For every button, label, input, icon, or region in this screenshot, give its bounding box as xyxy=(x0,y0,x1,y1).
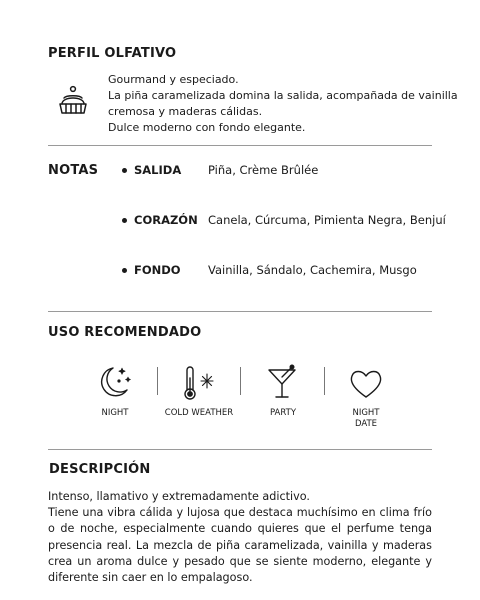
vertical-divider xyxy=(240,367,241,395)
bullet-icon xyxy=(122,218,127,223)
bullet-icon xyxy=(122,268,127,273)
section-title-notas: NOTAS xyxy=(48,163,99,178)
note-row-fondo xyxy=(122,263,417,277)
profile-description xyxy=(108,72,458,136)
profile-line: Gourmand y especiado. xyxy=(108,73,239,86)
profile-line: La piña caramelizada domina la salida, acompañada de vainilla xyxy=(108,89,458,102)
description-block xyxy=(48,489,432,586)
section-title-uso: USO RECOMENDADO xyxy=(48,325,202,340)
uso-item-night-date xyxy=(331,364,401,430)
divider xyxy=(48,311,432,312)
note-value: Piña, Crème Brûlée xyxy=(208,163,319,177)
section-title-descripcion: DESCRIPCIÓN xyxy=(49,462,151,477)
uso-label: COLD WEATHER xyxy=(164,408,234,418)
moon-stars-icon xyxy=(95,364,135,402)
note-row-salida xyxy=(122,163,318,177)
description-intro: Intenso, llamativo y extremadamente adictivo. xyxy=(48,490,310,503)
description-body: Tiene una vibra cálida y lujosa que destaca muchísimo en clima frío o de noche, especialmente cuando quieres que el perfume tenga presencia real. La mezcla de piña caramelizada, vainilla y maderas crea un aroma dulce y pesado que se siente moderno, elegante y diferente sin caer en lo empalagoso. xyxy=(48,506,432,585)
note-label: FONDO xyxy=(134,263,181,277)
profile-line: cremosa y maderas cálidas. xyxy=(108,105,263,118)
uso-item-cold-weather xyxy=(164,364,234,419)
uso-label: PARTY xyxy=(269,408,297,418)
cake-icon xyxy=(56,84,90,118)
uso-label: NIGHT xyxy=(101,408,129,418)
vertical-divider xyxy=(157,367,158,395)
uso-item-party xyxy=(248,364,318,419)
divider xyxy=(48,449,432,450)
vertical-divider xyxy=(324,367,325,395)
note-label: SALIDA xyxy=(134,163,182,177)
note-value: Vainilla, Sándalo, Cachemira, Musgo xyxy=(208,263,417,277)
note-label: CORAZÓN xyxy=(134,213,198,227)
bullet-icon xyxy=(122,168,127,173)
note-value: Canela, Cúrcuma, Pimienta Negra, Benjuí xyxy=(208,213,446,227)
uso-label: NIGHT DATE xyxy=(352,408,380,429)
note-row-corazon xyxy=(122,213,446,227)
uso-item-night xyxy=(80,364,150,419)
cocktail-glass-icon xyxy=(263,364,303,402)
divider xyxy=(48,145,432,146)
thermometer-snowflake-icon xyxy=(177,364,221,402)
heart-icon xyxy=(346,364,386,402)
section-title-perfil: PERFIL OLFATIVO xyxy=(48,46,177,61)
profile-line: Dulce moderno con fondo elegante. xyxy=(108,121,306,134)
